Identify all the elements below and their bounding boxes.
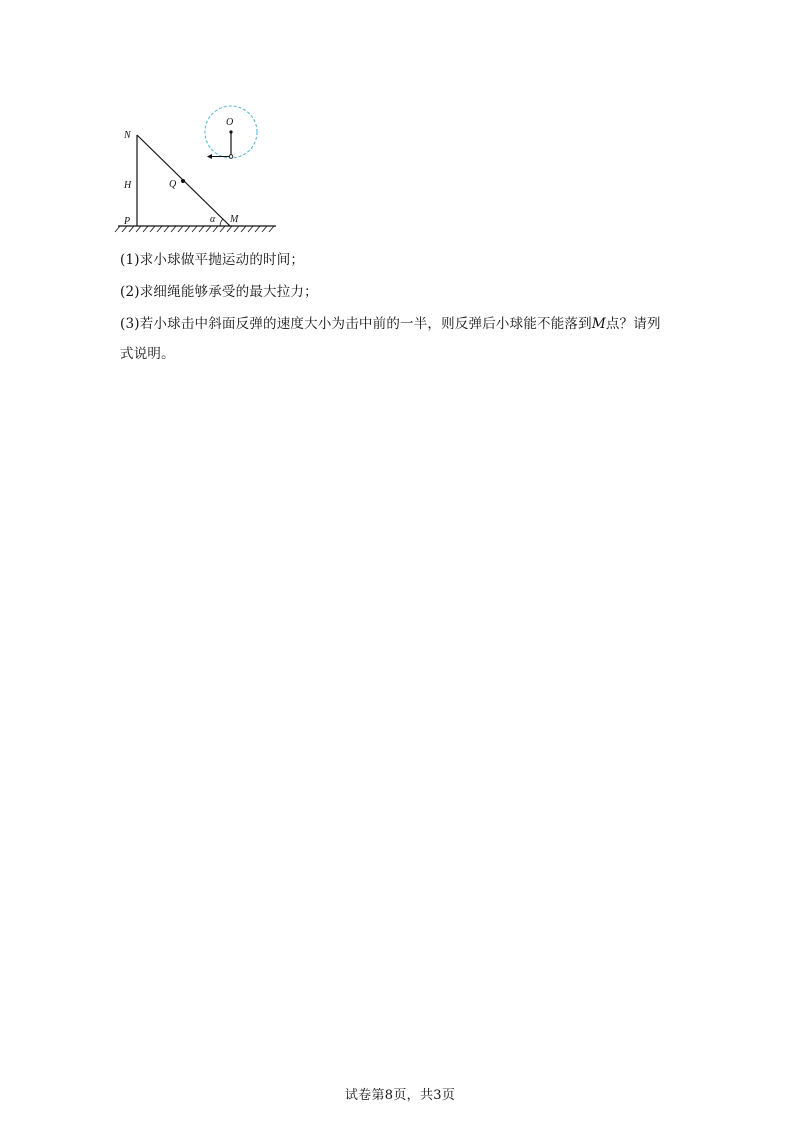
arrow-head-icon — [207, 154, 212, 159]
question-3-tail: 点？请列 — [605, 316, 661, 332]
question-3-continued: 式说明。 — [120, 346, 175, 362]
pivot-o — [229, 130, 232, 133]
pendulum — [205, 106, 257, 159]
label-p: P — [124, 216, 131, 227]
ball — [229, 155, 233, 159]
label-q: Q — [169, 179, 177, 190]
question-3-point: M — [591, 316, 606, 332]
physics-diagram — [110, 95, 290, 240]
label-o: O — [226, 117, 234, 128]
label-m: M — [230, 214, 239, 225]
label-n: N — [124, 130, 131, 141]
question-2: (2)求细绳能够承受的最大拉力； — [120, 284, 318, 300]
page-footer: 试卷第8页，共3页 — [344, 1088, 456, 1103]
ground — [115, 226, 276, 232]
point-q — [181, 179, 185, 183]
label-alpha: α — [210, 214, 216, 225]
question-3 — [120, 314, 661, 334]
question-1: (1)求小球做平抛运动的时间； — [120, 252, 305, 268]
label-h: H — [124, 180, 132, 191]
question-3-text: (3)若小球击中斜面反弹的速度大小为击中前的一半，则反弹后小球能不能落到 — [120, 316, 592, 332]
angle-arc — [220, 219, 223, 226]
